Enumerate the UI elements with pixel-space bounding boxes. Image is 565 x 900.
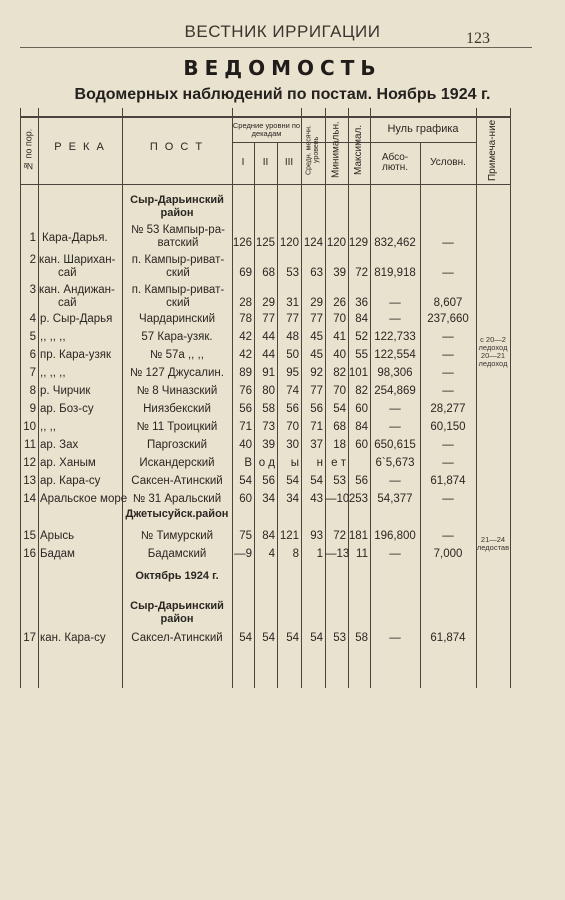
maximum-value: 60 xyxy=(355,439,368,451)
observations-table xyxy=(0,108,565,688)
river-name: ар. Ханым xyxy=(40,457,96,469)
monthly-mean-value: 45 xyxy=(310,331,323,343)
monthly-mean-value: 45 xyxy=(310,349,323,361)
absolute-zero: 196,800 xyxy=(374,530,416,542)
conditional-zero: 8,607 xyxy=(433,297,463,309)
maximum-value: 181 xyxy=(348,530,368,542)
post-name: Бадамский xyxy=(147,548,207,560)
minimum-value: 54 xyxy=(333,403,346,415)
decade-2-value: 44 xyxy=(262,349,275,361)
row-number: 13 xyxy=(23,475,36,487)
conditional-zero: 28,277 xyxy=(430,403,466,415)
minimum-value: 72 xyxy=(333,530,346,542)
post-name: Ниязбекский xyxy=(143,403,211,415)
post-name: № 31 Аральский xyxy=(132,493,222,505)
post-name: Чардаринский xyxy=(138,313,216,325)
absolute-zero: — xyxy=(389,632,401,644)
maximum-value: 84 xyxy=(355,313,368,325)
conditional-zero: 60,150 xyxy=(430,421,466,433)
header-decades: Средние уровни по декадам xyxy=(232,121,301,138)
section-heading: Сыр-Дарьинский район xyxy=(130,194,224,219)
decade-2-value: 80 xyxy=(262,385,275,397)
monthly-mean-value: 1 xyxy=(316,548,323,560)
decade-3-value: 48 xyxy=(286,331,299,343)
row-number: 2 xyxy=(29,254,36,266)
conditional-zero: — xyxy=(442,331,454,343)
river-name: ар. Зах xyxy=(40,439,79,451)
river-name: Аральское море xyxy=(40,493,128,505)
conditional-zero: 61,874 xyxy=(430,632,466,644)
decade-1-value: 54 xyxy=(239,632,252,644)
col-rule xyxy=(38,108,39,688)
minimum-value: 70 xyxy=(333,385,346,397)
decade-1-value: 60 xyxy=(239,493,252,505)
absolute-zero: — xyxy=(389,297,401,309)
monthly-mean-value: 71 xyxy=(310,421,323,433)
decade-2-value: 4 xyxy=(268,548,275,560)
row-number: 9 xyxy=(29,403,36,415)
decade-3-value: ы xyxy=(290,457,299,469)
minimum-value: 53 xyxy=(333,632,346,644)
river-name: ар. Кара-су xyxy=(40,475,101,487)
col-rule xyxy=(510,108,511,688)
decade-1-value: 71 xyxy=(239,421,252,433)
maximum-value: 82 xyxy=(355,385,368,397)
header-absolute: Абсо-лютн. xyxy=(381,151,409,173)
col-rule xyxy=(476,108,477,688)
absolute-zero: — xyxy=(389,403,401,415)
river-name: ,, ,, xyxy=(40,421,56,433)
decade-1-value: 69 xyxy=(239,267,252,279)
conditional-zero: — xyxy=(442,530,454,542)
header-notes: Примеча-ние xyxy=(486,119,498,181)
minimum-value: 120 xyxy=(326,237,346,249)
monthly-mean-value: 37 xyxy=(310,439,323,451)
note-freeze: 21—24 ледостав xyxy=(476,535,510,552)
river-name: сай xyxy=(58,267,77,279)
minimum-value: 68 xyxy=(333,421,346,433)
monthly-mean-value: 43 xyxy=(310,493,323,505)
post-name: Паргозский xyxy=(146,439,208,451)
river-name: ар. Боз-су xyxy=(40,403,94,415)
decade-1-value: —9 xyxy=(234,548,252,560)
header-maximum: Максимал. xyxy=(352,124,364,176)
decade-3-value: 70 xyxy=(286,421,299,433)
document-title: ВЕДОМОСТЬ xyxy=(183,56,382,80)
maximum-value: 101 xyxy=(348,367,368,379)
header-decade-2: II xyxy=(262,156,269,168)
header-decade-3: III xyxy=(284,156,294,168)
absolute-zero: 832,462 xyxy=(374,237,416,249)
maximum-value: 253 xyxy=(348,493,368,505)
decade-2-value: 29 xyxy=(262,297,275,309)
header-monthly-mean: Средн. месячн. уровень xyxy=(305,125,320,175)
decade-2-value: 125 xyxy=(255,237,275,249)
river-name: Арысь xyxy=(40,530,75,542)
absolute-zero: 6`5,673 xyxy=(375,457,415,469)
conditional-zero: — xyxy=(442,267,454,279)
monthly-mean-value: 93 xyxy=(310,530,323,542)
col-rule xyxy=(20,108,21,688)
row-number: 11 xyxy=(24,439,36,451)
row-number: 10 xyxy=(23,421,36,433)
decade-1-value: В xyxy=(244,457,252,469)
row-number: 4 xyxy=(29,313,36,325)
decade-2-value: 39 xyxy=(262,439,275,451)
decade-2-value: 73 xyxy=(262,421,275,433)
conditional-zero: — xyxy=(442,385,454,397)
decade-1-value: 40 xyxy=(239,439,252,451)
decade-1-value: 56 xyxy=(239,403,252,415)
river-name: р. Чирчик xyxy=(40,385,91,397)
decade-3-value: 30 xyxy=(286,439,299,451)
river-name: р. Сыр-Дарья xyxy=(40,313,113,325)
monthly-mean-value: н xyxy=(316,457,323,469)
decade-2-value: 91 xyxy=(262,367,275,379)
conditional-zero: — xyxy=(442,349,454,361)
header-minimum: Минимальн. xyxy=(330,121,342,179)
monthly-mean-value: 92 xyxy=(310,367,323,379)
post-name: № 8 Чиназский xyxy=(136,385,218,397)
post-name: № 11 Троицкий xyxy=(136,421,218,433)
decade-1-value: 78 xyxy=(239,313,252,325)
minimum-value: 18 xyxy=(333,439,346,451)
post-name: ский xyxy=(166,267,190,279)
maximum-value: 58 xyxy=(355,632,368,644)
absolute-zero: 650,615 xyxy=(374,439,416,451)
decade-1-value: 126 xyxy=(232,237,252,249)
conditional-zero: 237,660 xyxy=(427,313,469,325)
maximum-value: 56 xyxy=(355,475,368,487)
col-rule xyxy=(348,108,349,688)
maximum-value: 60 xyxy=(355,403,368,415)
monthly-mean-value: 124 xyxy=(303,237,323,249)
decade-2-value: 56 xyxy=(262,475,275,487)
river-name: кан. Шарихан- xyxy=(39,254,116,266)
document-subtitle: Водомерных наблюдений по постам. Ноябрь 1924 г. xyxy=(74,86,491,103)
monthly-mean-value: 63 xyxy=(310,267,323,279)
decade-2-value: 54 xyxy=(262,632,275,644)
minimum-value: 82 xyxy=(333,367,346,379)
absolute-zero: 98,306 xyxy=(377,367,413,379)
header-post: П О С Т xyxy=(149,141,205,154)
conditional-zero: — xyxy=(442,237,454,249)
decade-3-value: 53 xyxy=(286,267,299,279)
col-rule xyxy=(370,108,371,688)
absolute-zero: 54,377 xyxy=(377,493,413,505)
decade-2-value: 68 xyxy=(262,267,275,279)
decade-2-value: 77 xyxy=(262,313,275,325)
decade-1-value: 42 xyxy=(239,349,252,361)
post-name: ский xyxy=(166,297,190,309)
absolute-zero: — xyxy=(389,548,401,560)
river-name: сай xyxy=(58,297,77,309)
decade-2-value: 44 xyxy=(262,331,275,343)
conditional-zero: 61,874 xyxy=(430,475,466,487)
decade-2-value: 34 xyxy=(262,493,275,505)
river-name: кан. Андижан- xyxy=(39,284,115,296)
row-number: 16 xyxy=(23,548,36,560)
header-number: № по пор. xyxy=(23,128,34,172)
maximum-value: 129 xyxy=(348,237,368,249)
minimum-value: 39 xyxy=(333,267,346,279)
decade-3-value: 34 xyxy=(286,493,299,505)
decade-3-value: 120 xyxy=(279,237,299,249)
section-heading: Джетысуйск.район xyxy=(125,508,229,520)
absolute-zero: — xyxy=(389,313,401,325)
maximum-value: 36 xyxy=(355,297,368,309)
decade-1-value: 75 xyxy=(239,530,252,542)
decade-1-value: 28 xyxy=(239,297,252,309)
post-name: Саксел-Атинский xyxy=(131,632,223,644)
absolute-zero: 122,733 xyxy=(374,331,416,343)
minimum-value: е т xyxy=(331,457,346,469)
row-number: 6 xyxy=(29,349,36,361)
row-number: 1 xyxy=(29,232,36,244)
post-name: № Тимурский xyxy=(140,530,214,542)
decade-3-value: 54 xyxy=(286,632,299,644)
decade-3-value: 95 xyxy=(286,367,299,379)
minimum-value: 70 xyxy=(333,313,346,325)
absolute-zero: — xyxy=(389,421,401,433)
col-rule xyxy=(325,108,326,688)
decade-3-value: 31 xyxy=(286,297,299,309)
section-heading: Октябрь 1924 г. xyxy=(135,570,219,582)
page-number: 123 xyxy=(466,30,490,47)
decade-1-value: 89 xyxy=(239,367,252,379)
post-name: № 53 Кампыр-ра- xyxy=(131,224,225,236)
absolute-zero: — xyxy=(389,475,401,487)
maximum-value: 52 xyxy=(355,331,368,343)
decade-3-value: 8 xyxy=(292,548,299,560)
absolute-zero: 819,918 xyxy=(374,267,416,279)
row-number: 8 xyxy=(29,385,36,397)
post-name: Саксен-Атинский xyxy=(131,475,223,487)
table-header-rule xyxy=(20,184,510,185)
post-name: п. Кампыр-риват- xyxy=(131,254,225,266)
river-name: кан. Кара-су xyxy=(40,632,106,644)
decade-3-value: 50 xyxy=(286,349,299,361)
row-number: 5 xyxy=(29,331,36,343)
zero-subrule xyxy=(370,142,476,143)
decade-3-value: 121 xyxy=(279,530,299,542)
row-number: 14 xyxy=(23,493,36,505)
post-name: ватский xyxy=(157,237,199,249)
river-name: Бадам xyxy=(40,548,75,560)
river-name: ,, ,, ,, xyxy=(40,331,66,343)
maximum-value: 11 xyxy=(356,548,368,560)
row-number: 3 xyxy=(29,284,36,296)
decade-3-value: 74 xyxy=(286,385,299,397)
decade-1-value: 76 xyxy=(239,385,252,397)
decade-3-value: 77 xyxy=(286,313,299,325)
decade-2-value: о д xyxy=(258,457,275,469)
maximum-value: 72 xyxy=(355,267,368,279)
row-number: 17 xyxy=(23,632,36,644)
conditional-zero: — xyxy=(442,439,454,451)
monthly-mean-value: 29 xyxy=(310,297,323,309)
col-rule xyxy=(301,108,302,688)
decade-1-value: 42 xyxy=(239,331,252,343)
decade-3-value: 56 xyxy=(286,403,299,415)
running-head: ВЕСТНИК ИРРИГАЦИИ xyxy=(184,22,381,41)
header-decade-1: I xyxy=(241,156,245,168)
maximum-value: 55 xyxy=(355,349,368,361)
absolute-zero: 254,869 xyxy=(374,385,416,397)
post-name: № 127 Джусалин. xyxy=(130,367,224,379)
col-rule xyxy=(232,108,233,688)
river-name: ,, ,, ,, xyxy=(40,367,66,379)
maximum-value: 84 xyxy=(355,421,368,433)
minimum-value: —13 xyxy=(325,548,350,560)
monthly-mean-value: 77 xyxy=(310,313,323,325)
decade-2-value: 58 xyxy=(262,403,275,415)
post-name: 57 Кара-узяк. xyxy=(141,331,213,343)
river-name: пр. Кара-узяк xyxy=(40,349,112,361)
conditional-zero: — xyxy=(442,367,454,379)
post-name: п. Кампыр-риват- xyxy=(131,284,225,296)
absolute-zero: 122,554 xyxy=(374,349,416,361)
post-name: № 57а ,, ,, xyxy=(150,349,204,361)
minimum-value: —10 xyxy=(325,493,350,505)
row-number: 7 xyxy=(29,367,36,379)
conditional-zero: — xyxy=(442,493,454,505)
row-number: 12 xyxy=(23,457,36,469)
decade-1-value: 54 xyxy=(239,475,252,487)
header-conditional: Условн. xyxy=(430,156,466,168)
note-ice: с 20—2 ледоход 20—21 ледоход xyxy=(478,335,508,368)
monthly-mean-value: 54 xyxy=(310,632,323,644)
monthly-mean-value: 77 xyxy=(310,385,323,397)
river-name: Кара-Дарья. xyxy=(42,232,108,244)
row-number: 15 xyxy=(23,530,36,542)
conditional-zero: — xyxy=(442,457,454,469)
decade-3-value: 54 xyxy=(286,475,299,487)
header-zero: Нуль графика xyxy=(387,123,459,136)
header-rule xyxy=(20,47,532,48)
section-heading: Сыр-Дарьинский район xyxy=(130,600,224,625)
minimum-value: 41 xyxy=(333,331,346,343)
header-river: Р Е К А xyxy=(54,141,106,154)
minimum-value: 40 xyxy=(333,349,346,361)
decade-2-value: 84 xyxy=(262,530,275,542)
monthly-mean-value: 54 xyxy=(310,475,323,487)
minimum-value: 53 xyxy=(333,475,346,487)
post-name: Искандерский xyxy=(139,457,215,469)
conditional-zero: 7,000 xyxy=(433,548,463,560)
monthly-mean-value: 56 xyxy=(310,403,323,415)
minimum-value: 26 xyxy=(333,297,346,309)
